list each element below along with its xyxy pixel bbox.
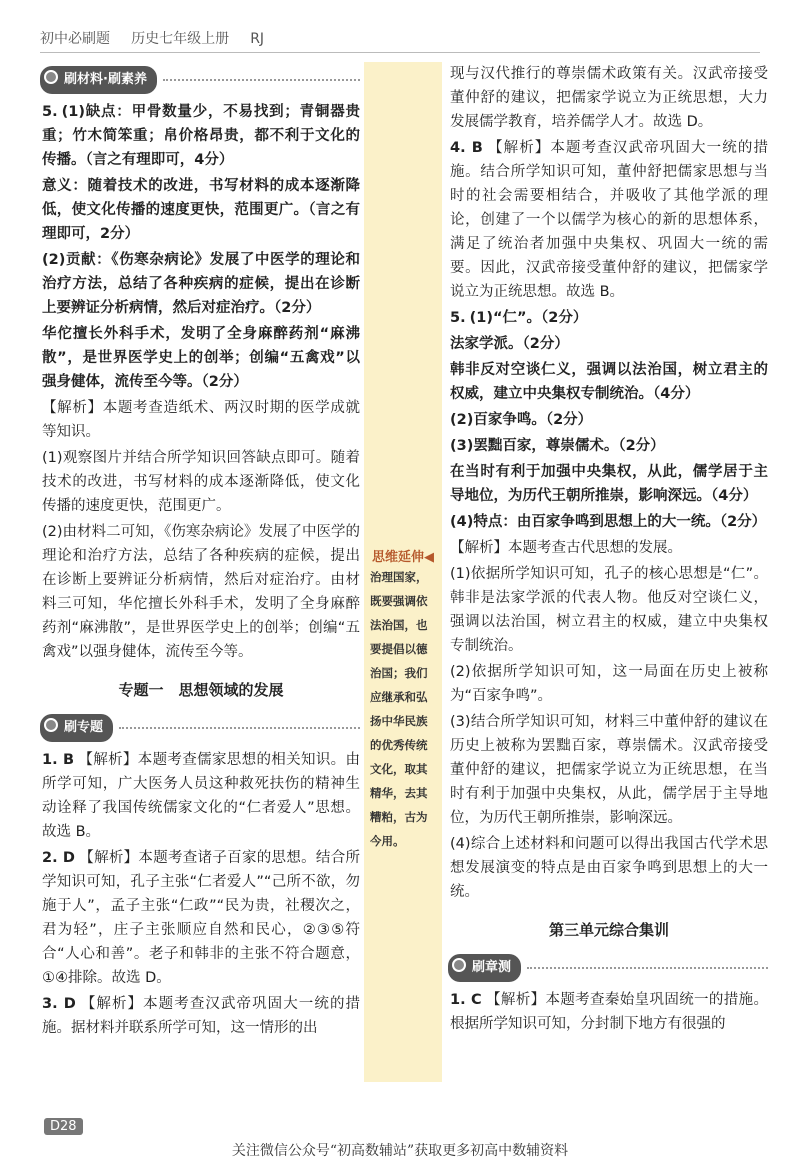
answer-q5-hanfei: 韩非反对空谈仁义，强调以法治国，树立君主的权威，建立中央集权专制统治。（4分）	[450, 362, 768, 402]
left-column	[42, 62, 360, 1042]
answer-q5-3: (3)罢黜百家，尊崇儒术。（2分）	[450, 438, 665, 454]
answer-q5-significance: 意义：随着技术的改进，书写材料的成本逐渐降低，使文化传播的速度更快，范围更广。（言之有理即可，2分）	[42, 178, 360, 242]
section-label-chapter-test	[448, 954, 768, 982]
page-number: D28	[44, 1118, 83, 1135]
answer-q5-legalist: 法家学派。（2分）	[450, 336, 569, 352]
book-title: 初中必刷题	[40, 31, 110, 47]
answer-q2: 2. D 【解析】本题考查诸子百家的思想。结合所学知识可知，孔子主张“仁者爱人”“己所不欲，勿施于人”，孟子主张“仁政”“民为贵，社稷次之，君为轻”，庄子主张顺应自然和民心，②③⑤符合“人心和善”。老子和韩非的主张不符合题意，①④排除。故选 D。	[42, 850, 361, 986]
analysis-q5-right-4: (4)综合上述材料和问题可以得出我国古代学术思想发展演变的特点是由百家争鸣到思想上的大一统。	[450, 836, 768, 900]
answer-q4: 4. B 【解析】本题考查汉武帝巩固大一统的措施。结合所学知识可知，董仲舒把儒家思想与当时的社会需要相结合，并吸收了其他学派的理论，创建了一个以儒学为核心的新的思想体系，满足了统治者加强中央集权、巩固大一统的需要。因此，汉武帝接受董仲舒的建议，把儒家学说立为正统思想。故选 B。	[450, 140, 769, 300]
sidebar-extension	[364, 62, 442, 1082]
label-tag: 刷材料·刷素养	[40, 66, 157, 94]
analysis-q5-right: 【解析】本题考查古代思想的发展。	[450, 540, 682, 556]
answer-q3-continued: 现与汉代推行的尊崇儒术政策有关。汉武帝接受董仲舒的建议，把儒家学说立为正统思想，大力发展儒学教育，培养儒学人才。故选 D。	[450, 66, 768, 130]
answer-q5-1: 5. (1)“仁”。（2分）	[450, 310, 588, 326]
analysis-q5-2: (2)由材料二可知，《伤寒杂病论》发展了中医学的理论和治疗方法，总结了各种疾病的症候，提出在诊断上要辨证分析病情，然后对症治疗。由材料三可知，华佗擅长外科手术，发明了全身麻醉药剂“麻沸散”，是世界医学史上的创举；创编“五禽戏”以强身健体，流传至今等。	[42, 524, 360, 660]
answer-q5-4: (4)特点：由百家争鸣到思想上的大一统。（2分）	[450, 514, 767, 530]
footer-note: 关注微信公众号“初高数辅站”获取更多初高中数辅资料	[231, 1143, 569, 1159]
page-header	[40, 28, 760, 53]
section-label-materials	[40, 66, 360, 94]
answer-q3: 3. D 【解析】本题考查汉武帝巩固大一统的措施。据材料并联系所学可知，这一情形的出	[42, 996, 361, 1036]
answer-q5-huatuo: 华佗擅长外科手术，发明了全身麻醉药剂“麻沸散”，是世界医学史上的创举；创编“五禽戏”以强身健体，流传至今等。（2分）	[42, 326, 360, 390]
answer-q5-impact: 在当时有利于加强中央集权，从此，儒学居于主导地位，为历代王朝所推崇，影响深远。（4分）	[450, 464, 768, 504]
subject-title: 历史七年级上册	[131, 31, 230, 47]
analysis-q5: 【解析】本题考查造纸术、两汉时期的医学成就等知识。	[42, 400, 360, 440]
answer-unit-q1: 1. C 【解析】本题考查秦始皇巩固统一的措施。根据所学知识可知，分封制下地方有很强的	[450, 992, 768, 1032]
right-column	[450, 62, 768, 1038]
answer-q5-part2: (2)贡献：《伤寒杂病论》发展了中医学的理论和治疗方法，总结了各种疾病的症候，提出在诊断上要辨证分析病情，然后对症治疗。（2分）	[42, 252, 360, 316]
answer-q5-2: (2)百家争鸣。（2分）	[450, 412, 593, 428]
analysis-q5-1: (1)观察图片并结合所学知识回答缺点即可。随着技术的改进，书写材料的成本逐渐降低，使文化传播的速度更快，范围更广。	[42, 450, 360, 514]
analysis-q5-right-1: (1)依据所学知识可知，孔子的核心思想是“仁”。韩非是法家学派的代表人物。他反对空谈仁义，强调以法治国，树立君主的权威，建立中央集权专制统治。	[450, 566, 768, 654]
label-tag: 刷章测	[448, 954, 521, 982]
edition-label: RJ	[250, 31, 265, 47]
analysis-q5-right-2: (2)依据所学知识可知，这一局面在历史上被称为“百家争鸣”。	[450, 664, 768, 704]
section-title-topic1: 专题一 思想领域的发展	[118, 681, 284, 699]
answer-q5-part1: 5. (1)缺点：甲骨数量少，不易找到；青铜器贵重；竹木简笨重；帛价格昂贵，都不利于文化的传播。（言之有理即可，4分）	[42, 104, 360, 168]
section-label-topic	[40, 714, 360, 742]
answer-q1: 1. B 【解析】本题考查儒家思想的相关知识。由所学可知，广大医务人员这种救死扶伤的精神生动诠释了我国传统儒家文化的“仁者爱人”思想。故选 B。	[42, 752, 361, 840]
sidebar-text: 治理国家，既要强调依法治国，也要提倡以德治国；我们应继承和弘扬中华民族的优秀传统文化，取其精华，去其糟粕，古为今用。	[370, 570, 428, 848]
analysis-q5-right-3: (3)结合所学知识可知，材料三中董仲舒的建议在历史上被称为罢黜百家，尊崇儒术。汉武帝接受董仲舒的建议，把儒家学说立为正统思想，在当时有利于加强中央集权，从此，儒学居于主导地位，为历代王朝所推崇，影响深远。	[450, 714, 768, 826]
section-title-unit3: 第三单元综合集训	[548, 921, 669, 939]
label-tag: 刷专题	[40, 714, 113, 742]
sidebar-title: 思维延伸◀	[372, 550, 434, 565]
